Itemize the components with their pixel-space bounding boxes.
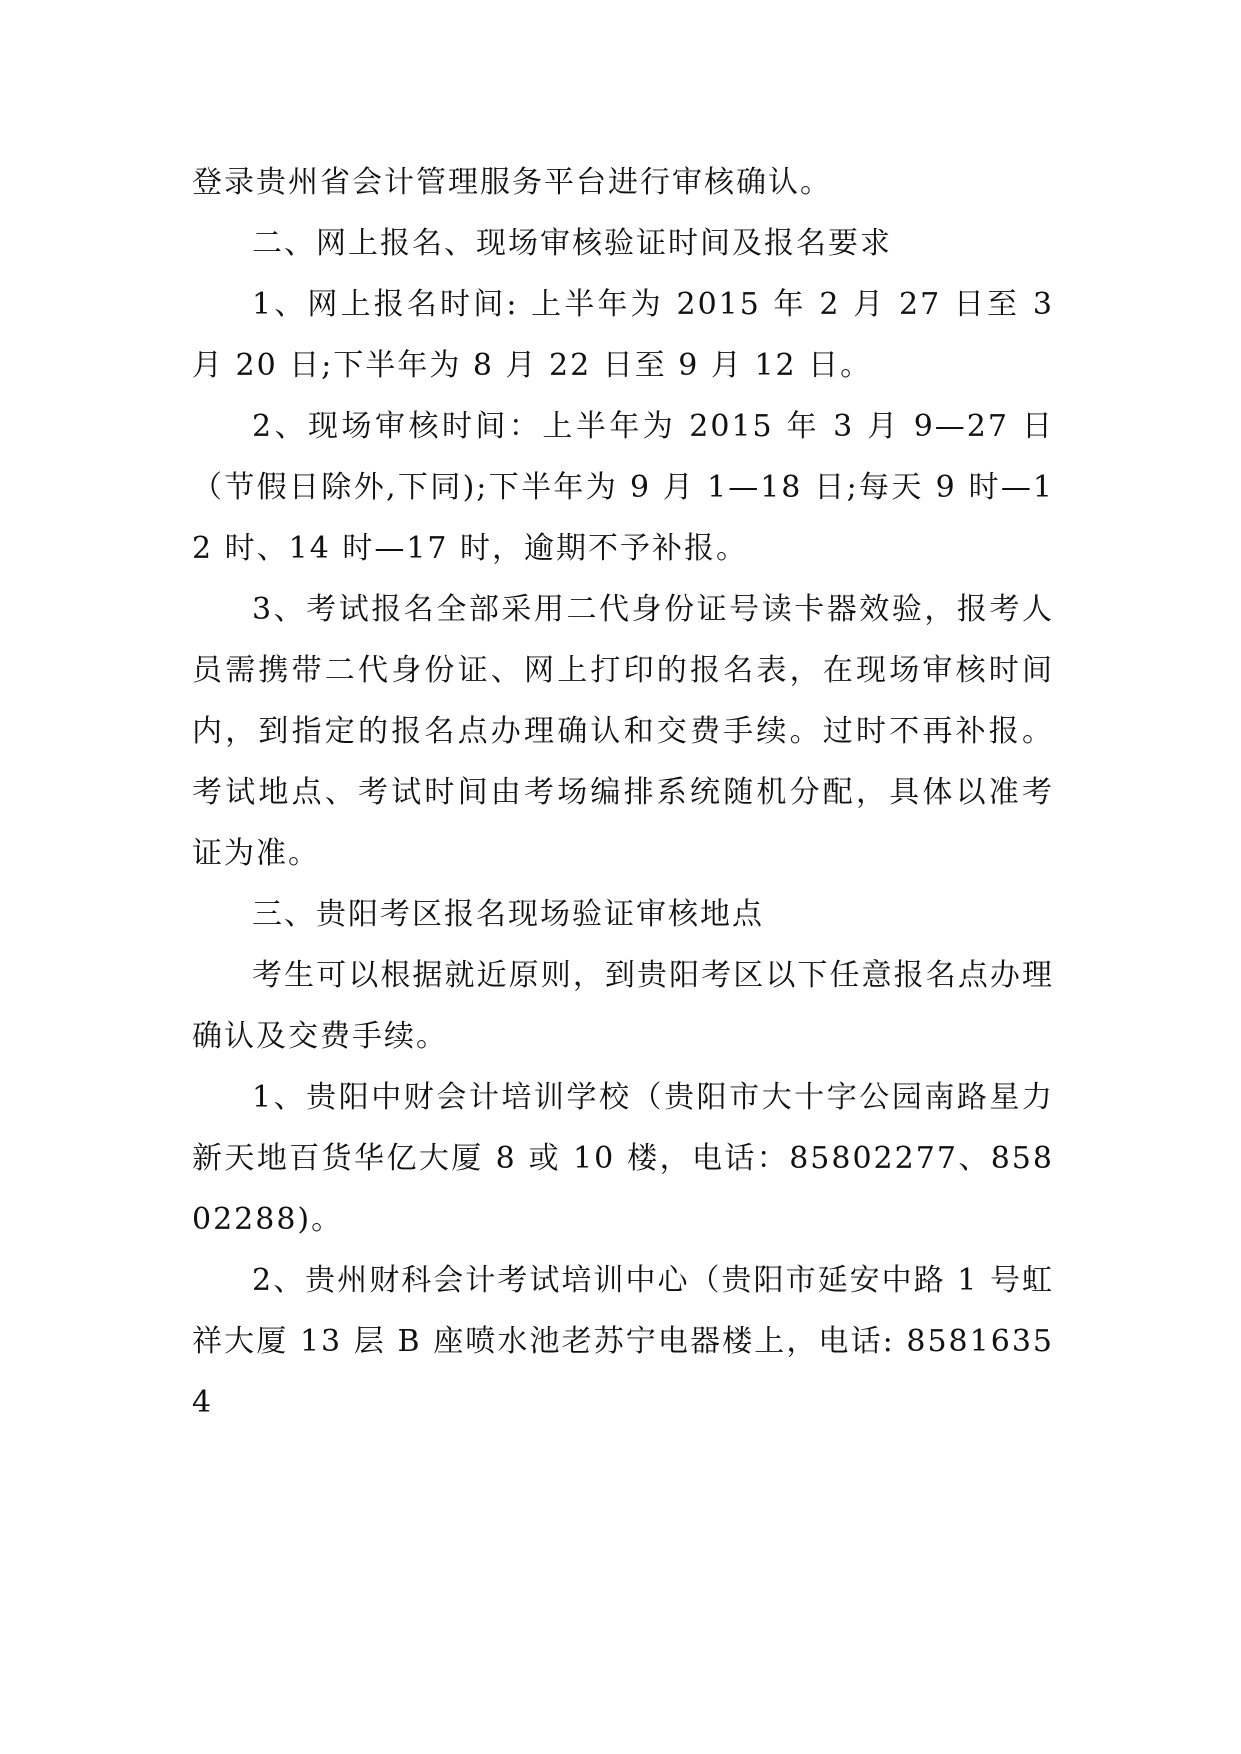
document-body <box>192 152 1054 1433</box>
paragraph-location-1: 1、贵阳中财会计培训学校（贵阳市大十字公园南路星力新天地百货华亿大厦 8 或 10 楼，电话：85802277、85802288)。 <box>192 1080 1054 1237</box>
section-heading-2: 二、网上报名、现场审核验证时间及报名要求 <box>252 226 892 261</box>
paragraph-continuation: 登录贵州省会计管理服务平台进行审核确认。 <box>192 165 832 200</box>
paragraph-location-intro: 考生可以根据就近原则，到贵阳考区以下任意报名点办理确认及交费手续。 <box>192 958 1054 1054</box>
paragraph-registration-requirements: 3、考试报名全部采用二代身份证号读卡器效验，报考人员需携带二代身份证、网上打印的报名表，在现场审核时间内，到指定的报名点办理确认和交费手续。过时不再补报。考试地点、考试时间由考场编排系统随机分配，具体以准考证为准。 <box>192 592 1054 871</box>
paragraph-location-2: 2、贵州财科会计考试培训中心（贵阳市延安中路 1 号虹祥大厦 13 层 B 座喷水池老苏宁电器楼上，电话: 85816354 <box>192 1263 1054 1420</box>
section-heading-3: 三、贵阳考区报名现场验证审核地点 <box>252 897 764 932</box>
paragraph-online-registration-time: 1、网上报名时间: 上半年为 2015 年 2 月 27 日至 3 月 20 日;下半年为 8 月 22 日至 9 月 12 日。 <box>192 287 1054 383</box>
paragraph-onsite-review-time: 2、现场审核时间：上半年为 2015 年 3 月 9—27 日（节假日除外,下同);下半年为 9 月 1—18 日;每天 9 时—12 时、14 时—17 时，逾期不予补报。 <box>192 409 1054 566</box>
